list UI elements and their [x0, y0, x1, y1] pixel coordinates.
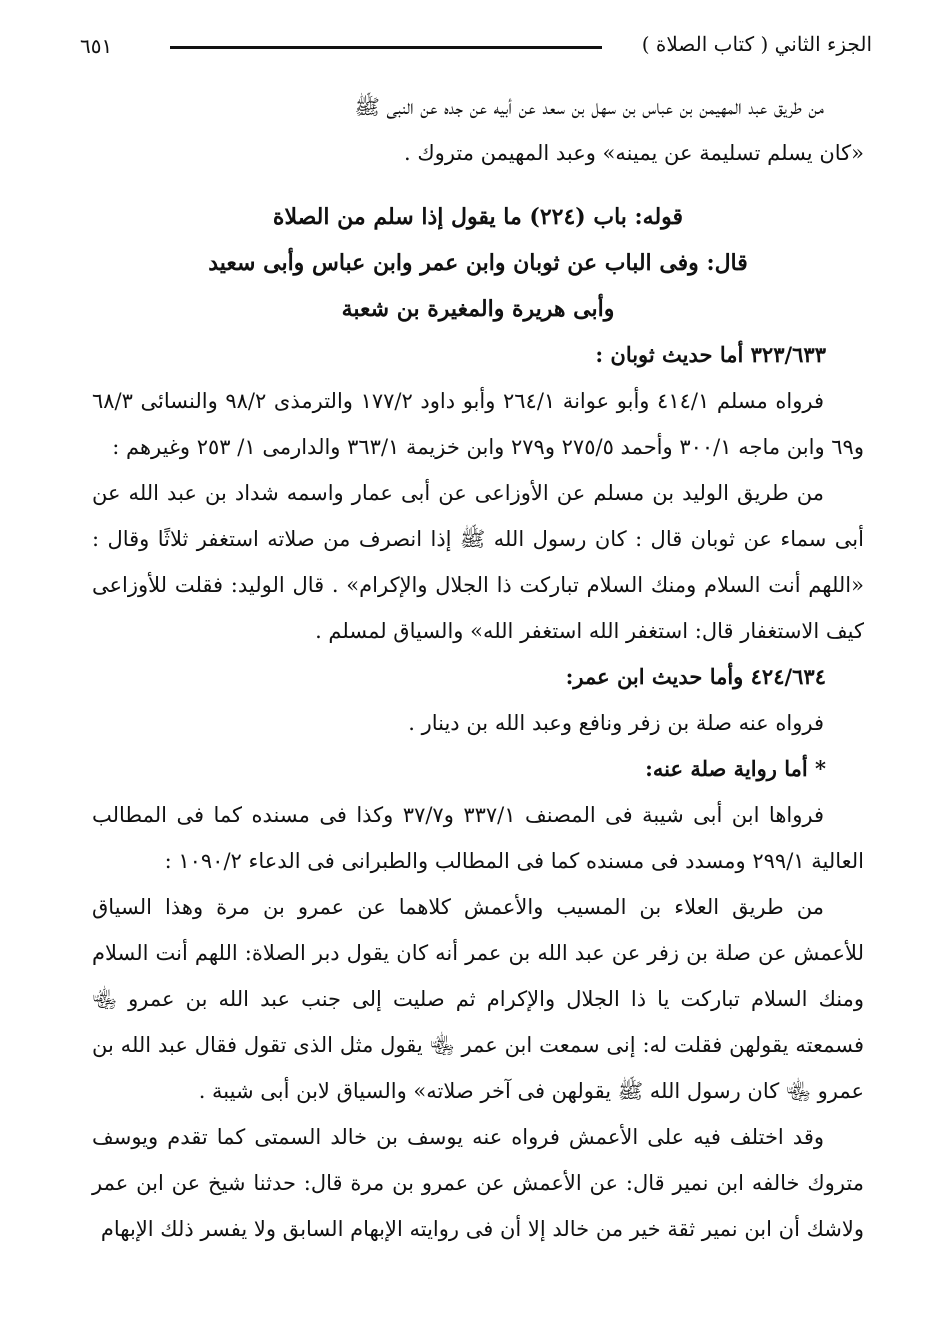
paragraph: من طريق العلاء بن المسيب والأعمش كلاهما عن عمرو بن مرة وهذا السياق للأعمش عن صلة بن زفر عن عبد الله بن عمر أنه كان يقول دبر الصلاة: اللهم أنت السلام ومنك السلام تباركت يا ذا الجلال والإكرام ثم صليت إلى جنب عبد الله بن عمرو ﵄ فسمعته يقولهن فقلت له: إنى سمعت ابن عمر ﵄ يقول مثل الذى تقول فقال عبد الله بن عمرو ﵄ كان رسول الله ﷺ يقولهن فى آخر صلاته» والسياق لابن أبى شيبة .: [92, 895, 864, 1103]
paragraph: «كان يسلم تسليمة عن يمينه» وعبد المهيمن متروك .: [404, 141, 864, 165]
page-body: [92, 84, 864, 1252]
chapter-subheading: قال: وفى الباب عن ثوبان وابن عمر وابن عباس وأبى سعيد: [208, 250, 748, 276]
section-heading: * أما رواية صلة عنه:: [645, 756, 826, 781]
paragraph: فرواه عنه صلة بن زفر ونافع وعبد الله بن دينار .: [408, 711, 824, 735]
paragraph: وقد اختلف فيه على الأعمش فرواه عنه يوسف بن خالد السمتى كما تقدم ويوسف متروك خالفه ابن نمير قال: عن الأعمش عن عمرو بن مرة قال: حدثنا شيخ عن ابن عمر ولاشك أن ابن نمير ثقة خير من خالد إلا أن فى روايته الإبهام السابق ولا يفسر ذلك الإبهام: [92, 1125, 864, 1241]
page-number: ٦٥١: [80, 34, 113, 58]
paragraph: فرواه مسلم ٤١٤/١ وأبو عوانة ٢٦٤/١ وأبو داود ١٧٧/٢ والترمذى ٩٨/٢ والنسائى ٦٨/٣ و٦٩ وابن ماجه ٣٠٠/١ وأحمد ٢٧٥/٥ و٢٧٩ وابن خزيمة ٣٦٣/١ والدارمى ١/ ٢٥٣ وغيرهم :: [92, 389, 864, 459]
page-header: [80, 28, 872, 68]
paragraph: فرواها ابن أبى شيبة فى المصنف ٣٣٧/١ و٣٧/٧ وكذا فى مسنده كما فى المطالب العالية ٢٩٩/١ ومسدد فى مسنده كما فى المطالب والطبرانى فى الدعاء ١٠٩٠/٢ :: [92, 803, 864, 873]
chapter-subheading: وأبى هريرة والمغيرة بن شعبة: [341, 296, 615, 322]
chapter-heading: قوله: باب (٢٢٤) ما يقول إذا سلم من الصلاة: [272, 204, 684, 230]
running-title: الجزء الثاني ( كتاب الصلاة ): [641, 32, 872, 56]
section-heading: ٤٢٤/٦٣٤ وأما حديث ابن عمر:: [565, 664, 826, 689]
header-rule: [170, 46, 602, 49]
section-heading: ٣٢٣/٦٣٣ أما حديث ثوبان :: [595, 342, 826, 367]
paragraph: من طريق عبد المهيمن بن عباس بن سهل بن سعد عن أبيه عن جده عن النبى ﷺ: [354, 95, 824, 119]
paragraph: من طريق الوليد بن مسلم عن الأوزاعى عن أبى عمار واسمه شداد بن عبد الله عن أبى سماء عن ثوبان قال : كان رسول الله ﷺ إذا انصرف من صلاته استغفر ثلاثًا وقال : «اللهم أنت السلام ومنك السلام تباركت ذا الجلال والإكرام» . قال الوليد: فقلت للأوزاعى كيف الاستغفار قال: استغفر الله استغفر الله» والسياق لمسلم .: [92, 481, 864, 643]
